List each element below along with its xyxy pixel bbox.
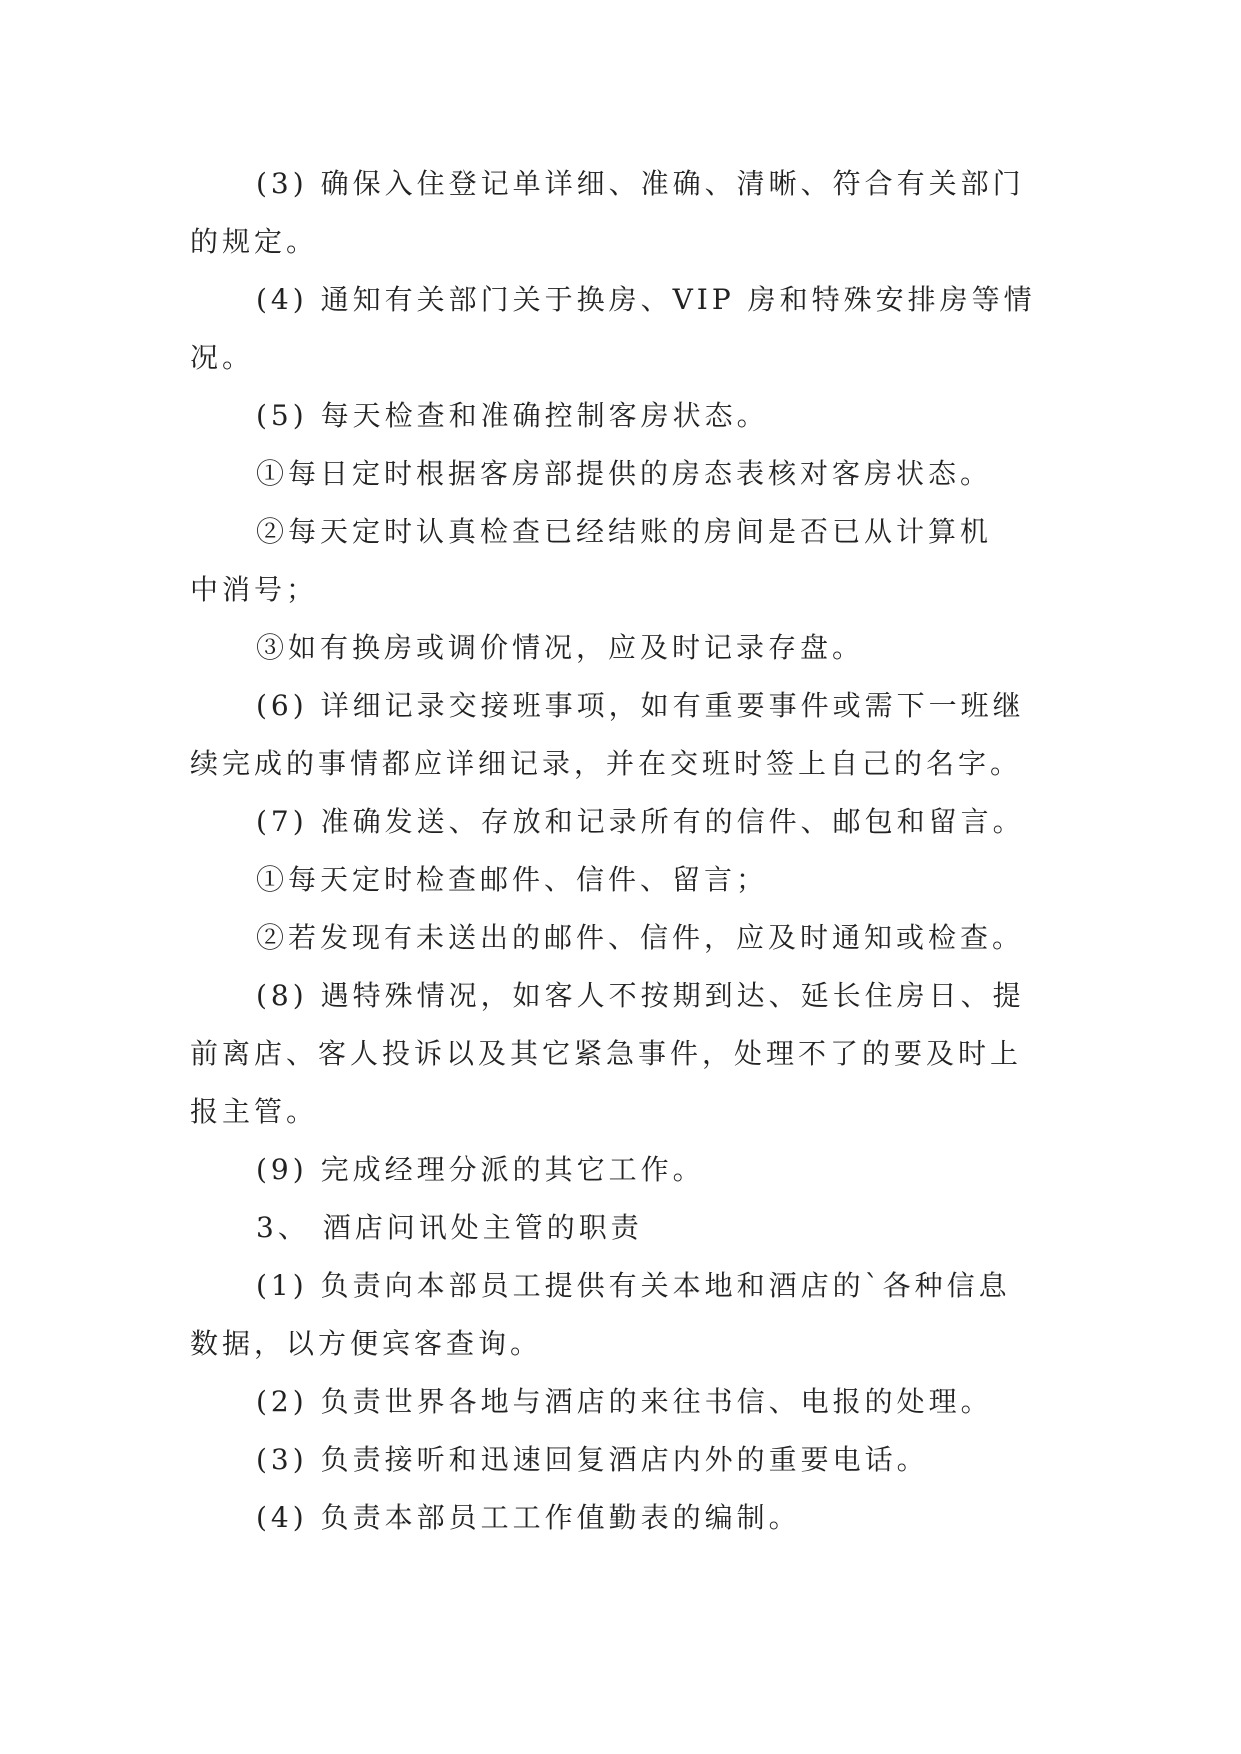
text-line: (2) 负责世界各地与酒店的来往书信、电报的处理。 [256,1385,993,1418]
text-line: (3) 确保入住登记单详细、准确、清晰、符合有关部门 [256,167,1025,200]
text-line: 数据，以方便宾客查询。 [190,1327,543,1360]
text-line: (4) 负责本部员工工作值勤表的编制。 [256,1501,801,1534]
text-line: ②每天定时认真检查已经结账的房间是否已从计算机 [256,515,993,548]
text-line: ③如有换房或调价情况，应及时记录存盘。 [256,631,865,664]
text-line: ①每日定时根据客房部提供的房态表核对客房状态。 [256,457,993,490]
text-line: 况。 [190,341,255,374]
text-line: 续完成的事情都应详细记录，并在交班时签上自己的名字。 [190,747,1023,780]
text-line: ①每天定时检查邮件、信件、留言； [256,863,769,896]
text-line: 报主管。 [190,1095,319,1128]
text-line: (4) 通知有关部门关于换房、VIP 房和特殊安排房等情 [256,283,1036,316]
text-line: (5) 每天检查和准确控制客房状态。 [256,399,769,432]
text-line: (6) 详细记录交接班事项，如有重要事件或需下一班继 [256,689,1025,722]
section-heading: 3、 酒店问讯处主管的职责 [256,1211,643,1244]
text-line: 的规定。 [190,225,319,258]
text-line: 前离店、客人投诉以及其它紧急事件，处理不了的要及时上 [190,1037,1023,1070]
text-line: 中消号； [190,573,319,606]
text-line: ②若发现有未送出的邮件、信件，应及时通知或检查。 [256,921,1025,954]
text-line: (9) 完成经理分派的其它工作。 [256,1153,705,1186]
text-line: (7) 准确发送、存放和记录所有的信件、邮包和留言。 [256,805,1025,838]
document-body [190,164,1060,1556]
text-line: (1) 负责向本部员工提供有关本地和酒店的`各种信息 [256,1269,1011,1302]
text-line: (8) 遇特殊情况，如客人不按期到达、延长住房日、提 [256,979,1025,1012]
text-line: (3) 负责接听和迅速回复酒店内外的重要电话。 [256,1443,929,1476]
